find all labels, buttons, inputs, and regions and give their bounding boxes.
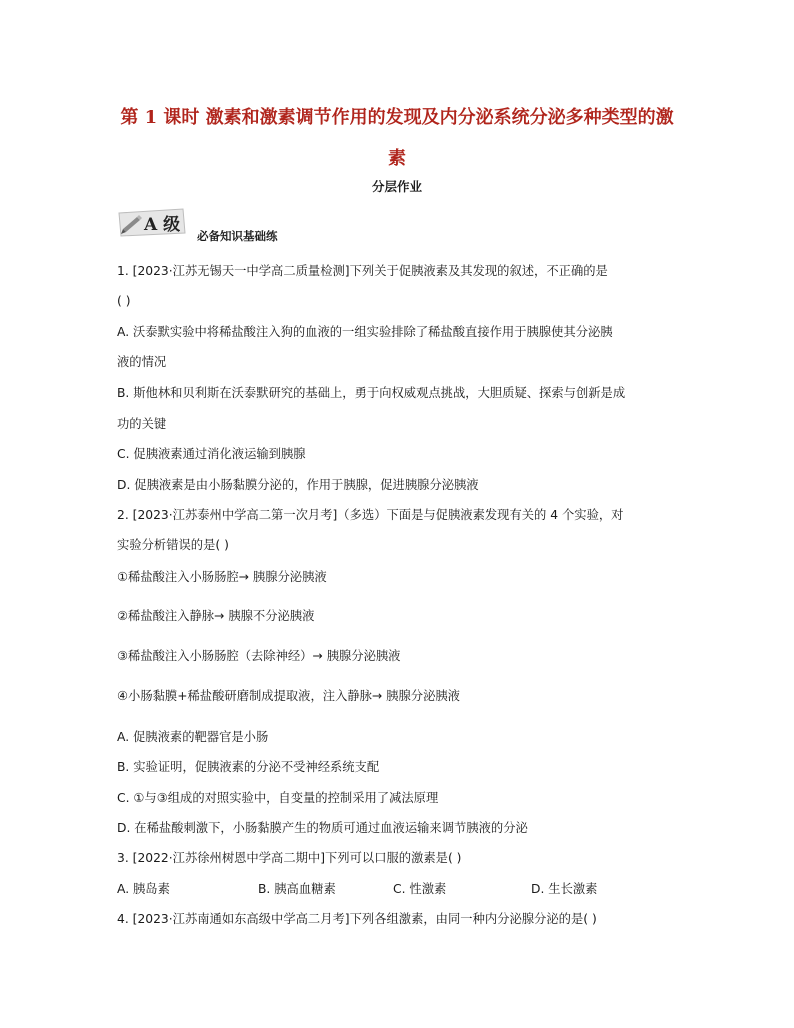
q1-option-b-line-2: 功的关键 [117, 417, 167, 431]
q2-experiment-4: ④小肠黏膜+稀盐酸研磨制成提取液，注入静脉→ 胰腺分泌胰液 [117, 689, 460, 703]
q2-experiment-2: ②稀盐酸注入静脉→ 胰腺不分泌胰液 [117, 609, 315, 623]
level-badge-label: A 级 [144, 215, 181, 235]
q2-experiment-1: ①稀盐酸注入小肠肠腔→ 胰腺分泌胰液 [117, 570, 327, 584]
q1-option-a-line-1: A. 沃泰默实验中将稀盐酸注入狗的血液的一组实验排除了稀盐酸直接作用于胰腺使其分泌胰 [117, 325, 613, 339]
q2-option-b: B. 实验证明，促胰液素的分泌不受神经系统支配 [117, 760, 380, 774]
q2-option-d: D. 在稀盐酸刺激下，小肠黏膜产生的物质可通过血液运输来调节胰液的分泌 [117, 821, 528, 835]
q3-option-d: D. 生长激素 [531, 882, 598, 896]
q2-option-c: C. ①与③组成的对照实验中，自变量的控制采用了减法原理 [117, 791, 439, 805]
level-badge [117, 207, 187, 237]
q1-option-d: D. 促胰液素是由小肠黏膜分泌的，作用于胰腺，促进胰腺分泌胰液 [117, 478, 479, 492]
q1-option-b-line-1: B. 斯他林和贝利斯在沃泰默研究的基础上，勇于向权威观点挑战，大胆质疑、探索与创新是成 [117, 386, 626, 400]
q1-stem-line-1: 1. [2023·江苏无锡天一中学高二质量检测]下列关于促胰液素及其发现的叙述，不正确的是 [117, 264, 608, 278]
q1-option-a-line-2: 液的情况 [117, 355, 167, 369]
q2-experiment-3: ③稀盐酸注入小肠肠腔（去除神经）→ 胰腺分泌胰液 [117, 649, 401, 663]
q4-stem: 4. [2023·江苏南通如东高级中学高二月考]下列各组激素，由同一种内分泌腺分泌的是( ) [117, 912, 597, 926]
q1-stem-line-2: ( ) [117, 294, 131, 308]
page-subtitle: 分层作业 [371, 179, 422, 194]
q3-stem: 3. [2022·江苏徐州树恩中学高二期中]下列可以口服的激素是( ) [117, 851, 462, 865]
page-title-line-1: 第 1 课时 激素和激素调节作用的发现及内分泌系统分泌多种类型的激 [120, 107, 674, 128]
q3-option-c: C. 性激素 [393, 882, 447, 896]
q1-option-c: C. 促胰液素通过消化液运输到胰腺 [117, 447, 306, 461]
q2-option-a: A. 促胰液素的靶器官是小肠 [117, 730, 269, 744]
q2-stem-line-1: 2. [2023·江苏泰州中学高二第一次月考]（多选）下面是与促胰液素发现有关的 4 个实验，对 [117, 508, 624, 522]
q3-option-a: A. 胰岛素 [117, 882, 170, 896]
q2-stem-line-2: 实验分析错误的是( ) [117, 538, 229, 552]
q3-option-b: B. 胰高血糖素 [258, 882, 336, 896]
section-title: 必备知识基础练 [197, 229, 278, 243]
page-title-line-2: 素 [388, 148, 406, 169]
